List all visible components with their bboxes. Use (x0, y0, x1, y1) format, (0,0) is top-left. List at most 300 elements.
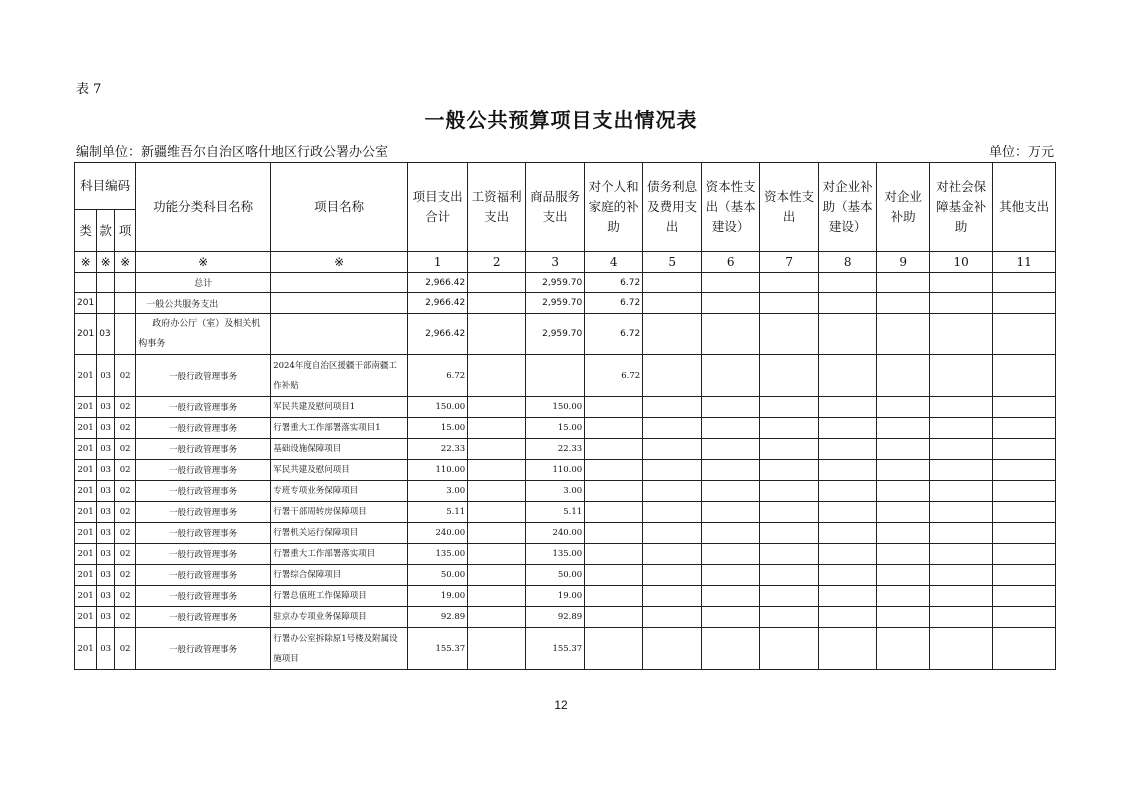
cell-personal (585, 418, 643, 439)
summary-row (75, 273, 1056, 293)
empty-cell (702, 314, 760, 355)
cell-kuan: 03 (97, 607, 115, 628)
empty-cell (877, 481, 930, 502)
empty-cell (930, 502, 993, 523)
cell-personal: 6.72 (585, 355, 643, 397)
table-row (75, 607, 1056, 628)
empty-cell (877, 397, 930, 418)
cell-personal (585, 565, 643, 586)
cell-personal (585, 460, 643, 481)
cell-func-name: 一般行政管理事务 (136, 439, 271, 460)
index-cell: 5 (643, 252, 702, 273)
empty-cell (993, 397, 1056, 418)
empty-cell (819, 544, 877, 565)
cell-func-name: 一般行政管理事务 (136, 355, 271, 397)
cell-wage (468, 314, 526, 355)
cell-total: 50.00 (408, 565, 468, 586)
empty-cell (702, 586, 760, 607)
document-title: 一般公共预算项目支出情况表 (424, 108, 698, 132)
header-proj-name: 项目名称 (271, 163, 408, 252)
cell-total: 15.00 (408, 418, 468, 439)
cell-total: 2,966.42 (408, 273, 468, 293)
index-row (75, 252, 1056, 273)
empty-cell (993, 481, 1056, 502)
empty-cell (643, 628, 702, 670)
cell-personal (585, 628, 643, 670)
table-row (75, 586, 1056, 607)
empty-cell (643, 565, 702, 586)
cell-personal (585, 481, 643, 502)
page-number: 12 (554, 698, 568, 712)
header-goods: 商品服务支出 (526, 163, 585, 252)
empty-cell (877, 628, 930, 670)
index-cell: 2 (468, 252, 526, 273)
empty-cell (760, 565, 819, 586)
empty-cell (468, 607, 526, 628)
empty-cell (993, 355, 1056, 397)
cell-proj-name (271, 314, 408, 355)
cell-total: 3.00 (408, 481, 468, 502)
empty-cell (993, 418, 1056, 439)
header-row-1 (75, 163, 1056, 210)
empty-cell (993, 628, 1056, 670)
cell-func-name: 政府办公厅（室）及相关机构事务 (136, 314, 271, 355)
cell-goods: 19.00 (526, 586, 585, 607)
cell-lei: 201 (75, 418, 97, 439)
cell-func-name: 一般行政管理事务 (136, 628, 271, 670)
cell-personal: 6.72 (585, 273, 643, 293)
table-row (75, 397, 1056, 418)
cell-total: 5.11 (408, 502, 468, 523)
empty-cell (760, 273, 819, 293)
empty-cell (930, 544, 993, 565)
cell-goods: 150.00 (526, 397, 585, 418)
cell-lei: 201 (75, 397, 97, 418)
cell-personal (585, 544, 643, 565)
cell-xiang: 02 (115, 607, 136, 628)
empty-cell (468, 397, 526, 418)
cell-total: 155.37 (408, 628, 468, 670)
table-row (75, 418, 1056, 439)
cell-kuan: 03 (97, 314, 115, 355)
cell-goods: 3.00 (526, 481, 585, 502)
empty-cell (930, 397, 993, 418)
cell-goods: 50.00 (526, 565, 585, 586)
empty-cell (760, 314, 819, 355)
cell-proj-name: 专班专项业务保障项目 (271, 481, 408, 502)
cell-total: 22.33 (408, 439, 468, 460)
cell-xiang (115, 293, 136, 314)
cell-kuan: 03 (97, 418, 115, 439)
empty-cell (993, 460, 1056, 481)
empty-cell (760, 481, 819, 502)
empty-cell (643, 273, 702, 293)
cell-personal (585, 607, 643, 628)
cell-personal (585, 586, 643, 607)
cell-xiang: 02 (115, 418, 136, 439)
cell-lei: 201 (75, 523, 97, 544)
empty-cell (643, 607, 702, 628)
empty-cell (819, 293, 877, 314)
empty-cell (702, 293, 760, 314)
header-kuan: 款 (97, 210, 115, 252)
empty-cell (702, 439, 760, 460)
empty-cell (702, 502, 760, 523)
table-row (75, 628, 1056, 670)
cell-lei: 201 (75, 607, 97, 628)
cell-proj-name: 驻京办专项业务保障项目 (271, 607, 408, 628)
empty-cell (702, 355, 760, 397)
cell-func-name: 一般行政管理事务 (136, 565, 271, 586)
index-cell: 9 (877, 252, 930, 273)
cell-xiang: 02 (115, 628, 136, 670)
empty-cell (993, 565, 1056, 586)
empty-cell (702, 565, 760, 586)
cell-lei: 201 (75, 481, 97, 502)
empty-cell (702, 397, 760, 418)
empty-cell (468, 439, 526, 460)
empty-cell (760, 355, 819, 397)
empty-cell (760, 628, 819, 670)
empty-cell (993, 523, 1056, 544)
cell-total: 19.00 (408, 586, 468, 607)
empty-cell (468, 565, 526, 586)
empty-cell (877, 460, 930, 481)
empty-cell (930, 314, 993, 355)
cell-proj-name: 行署重大工作部署落实项目1 (271, 418, 408, 439)
empty-cell (702, 607, 760, 628)
cell-goods: 2,959.70 (526, 273, 585, 293)
cell-proj-name: 行署办公室拆除原1号楼及附属设施项目 (271, 628, 408, 670)
empty-cell (819, 397, 877, 418)
index-cell: ※ (97, 252, 115, 273)
index-cell: 8 (819, 252, 877, 273)
cell-lei: 201 (75, 439, 97, 460)
header-total: 项目支出合计 (408, 163, 468, 252)
index-cell: ※ (271, 252, 408, 273)
empty-cell (877, 293, 930, 314)
header-lei: 类 (75, 210, 97, 252)
empty-cell (819, 355, 877, 397)
cell-xiang: 02 (115, 544, 136, 565)
empty-cell (760, 502, 819, 523)
cell-func-name: 一般行政管理事务 (136, 607, 271, 628)
cell-lei: 201 (75, 502, 97, 523)
index-cell: 10 (930, 252, 993, 273)
table-row (75, 502, 1056, 523)
empty-cell (468, 481, 526, 502)
cell-goods: 22.33 (526, 439, 585, 460)
index-cell: ※ (75, 252, 97, 273)
empty-cell (930, 439, 993, 460)
cell-func-name: 一般行政管理事务 (136, 586, 271, 607)
cell-goods: 15.00 (526, 418, 585, 439)
cell-personal (585, 523, 643, 544)
cell-func-name: 一般行政管理事务 (136, 481, 271, 502)
empty-cell (877, 523, 930, 544)
empty-cell (702, 273, 760, 293)
cell-proj-name: 行署干部周转房保障项目 (271, 502, 408, 523)
empty-cell (819, 273, 877, 293)
empty-cell (930, 586, 993, 607)
cell-lei: 201 (75, 586, 97, 607)
cell-kuan: 03 (97, 460, 115, 481)
cell-kuan: 03 (97, 544, 115, 565)
header-debt: 债务利息及费用支出 (643, 163, 702, 252)
summary-row (75, 293, 1056, 314)
empty-cell (819, 586, 877, 607)
empty-cell (930, 293, 993, 314)
empty-cell (877, 502, 930, 523)
header-enterprise: 对企业补助 (877, 163, 930, 252)
empty-cell (468, 544, 526, 565)
cell-xiang (115, 273, 136, 293)
header-capital-basic: 资本性支出（基本建设） (702, 163, 760, 252)
cell-goods: 155.37 (526, 628, 585, 670)
empty-cell (702, 481, 760, 502)
cell-xiang: 02 (115, 502, 136, 523)
cell-goods: 135.00 (526, 544, 585, 565)
table-row (75, 565, 1056, 586)
empty-cell (643, 293, 702, 314)
empty-cell (702, 460, 760, 481)
cell-goods (526, 355, 585, 397)
empty-cell (643, 544, 702, 565)
cell-lei: 201 (75, 544, 97, 565)
cell-total: 150.00 (408, 397, 468, 418)
empty-cell (760, 544, 819, 565)
expenditure-table (74, 162, 1056, 670)
cell-proj-name: 行署总值班工作保障项目 (271, 586, 408, 607)
cell-func-name: 一般行政管理事务 (136, 544, 271, 565)
cell-total: 240.00 (408, 523, 468, 544)
cell-kuan: 03 (97, 502, 115, 523)
cell-proj-name: 行署综合保障项目 (271, 565, 408, 586)
empty-cell (760, 523, 819, 544)
empty-cell (930, 418, 993, 439)
header-xiang: 项 (115, 210, 136, 252)
cell-kuan (97, 293, 115, 314)
empty-cell (468, 628, 526, 670)
cell-proj-name: 行署机关运行保障项目 (271, 523, 408, 544)
empty-cell (643, 397, 702, 418)
summary-row (75, 314, 1056, 355)
empty-cell (877, 586, 930, 607)
cell-goods: 110.00 (526, 460, 585, 481)
cell-xiang: 02 (115, 460, 136, 481)
cell-total: 135.00 (408, 544, 468, 565)
cell-goods: 2,959.70 (526, 314, 585, 355)
empty-cell (760, 439, 819, 460)
empty-cell (819, 523, 877, 544)
empty-cell (993, 314, 1056, 355)
empty-cell (643, 523, 702, 544)
cell-total: 92.89 (408, 607, 468, 628)
empty-cell (930, 628, 993, 670)
empty-cell (760, 418, 819, 439)
empty-cell (877, 544, 930, 565)
cell-func-name: 一般公共服务支出 (136, 293, 271, 314)
empty-cell (877, 439, 930, 460)
cell-proj-name: 军民共建及慰问项目 (271, 460, 408, 481)
header-code-group: 科目编码 (75, 163, 136, 210)
empty-cell (702, 418, 760, 439)
cell-personal (585, 397, 643, 418)
empty-cell (468, 586, 526, 607)
cell-lei (75, 273, 97, 293)
empty-cell (643, 355, 702, 397)
cell-personal (585, 439, 643, 460)
cell-wage (468, 293, 526, 314)
cell-kuan: 03 (97, 397, 115, 418)
cell-lei: 201 (75, 314, 97, 355)
empty-cell (993, 586, 1056, 607)
index-cell: ※ (115, 252, 136, 273)
header-enterprise-basic: 对企业补助（基本建设） (819, 163, 877, 252)
cell-total: 2,966.42 (408, 293, 468, 314)
cell-goods: 5.11 (526, 502, 585, 523)
index-cell: 3 (526, 252, 585, 273)
empty-cell (877, 355, 930, 397)
empty-cell (819, 481, 877, 502)
cell-xiang: 02 (115, 481, 136, 502)
table-row (75, 544, 1056, 565)
table-row (75, 439, 1056, 460)
table-row (75, 460, 1056, 481)
header-wage: 工资福利支出 (468, 163, 526, 252)
empty-cell (760, 460, 819, 481)
empty-cell (993, 502, 1056, 523)
empty-cell (643, 481, 702, 502)
empty-cell (993, 439, 1056, 460)
header-capital: 资本性支出 (760, 163, 819, 252)
empty-cell (819, 565, 877, 586)
cell-kuan (97, 273, 115, 293)
empty-cell (993, 607, 1056, 628)
cell-goods: 2,959.70 (526, 293, 585, 314)
cell-xiang: 02 (115, 355, 136, 397)
empty-cell (819, 460, 877, 481)
empty-cell (702, 523, 760, 544)
cell-proj-name: 军民共建及慰问项目1 (271, 397, 408, 418)
empty-cell (468, 502, 526, 523)
empty-cell (930, 481, 993, 502)
cell-lei: 201 (75, 628, 97, 670)
header-social: 对社会保障基金补助 (930, 163, 993, 252)
empty-cell (877, 607, 930, 628)
empty-cell (930, 355, 993, 397)
cell-proj-name: 行署重大工作部署落实项目 (271, 544, 408, 565)
empty-cell (930, 565, 993, 586)
table-row (75, 481, 1056, 502)
cell-total: 2,966.42 (408, 314, 468, 355)
empty-cell (819, 607, 877, 628)
cell-xiang: 02 (115, 397, 136, 418)
index-cell: 6 (702, 252, 760, 273)
cell-func-name: 一般行政管理事务 (136, 460, 271, 481)
cell-proj-name: 基础设施保障项目 (271, 439, 408, 460)
cell-func-name: 一般行政管理事务 (136, 397, 271, 418)
empty-cell (877, 314, 930, 355)
empty-cell (819, 502, 877, 523)
cell-kuan: 03 (97, 628, 115, 670)
cell-func-name: 一般行政管理事务 (136, 502, 271, 523)
summary-rows (75, 273, 1056, 355)
index-cell: 11 (993, 252, 1056, 273)
index-cell: 7 (760, 252, 819, 273)
cell-wage (468, 273, 526, 293)
cell-xiang (115, 314, 136, 355)
empty-cell (993, 293, 1056, 314)
empty-cell (643, 439, 702, 460)
cell-kuan: 03 (97, 586, 115, 607)
cell-func-name: 一般行政管理事务 (136, 418, 271, 439)
cell-personal (585, 502, 643, 523)
empty-cell (760, 293, 819, 314)
cell-kuan: 03 (97, 439, 115, 460)
empty-cell (877, 565, 930, 586)
cell-func-name: 总计 (136, 273, 271, 293)
compiling-unit: 编制单位：新疆维吾尔自治区喀什地区行政公署办公室 (76, 145, 389, 160)
cell-personal: 6.72 (585, 293, 643, 314)
empty-cell (643, 460, 702, 481)
empty-cell (468, 355, 526, 397)
cell-kuan: 03 (97, 355, 115, 397)
cell-proj-name (271, 293, 408, 314)
empty-cell (930, 523, 993, 544)
cell-total: 110.00 (408, 460, 468, 481)
empty-cell (760, 397, 819, 418)
cell-kuan: 03 (97, 565, 115, 586)
cell-xiang: 02 (115, 565, 136, 586)
empty-cell (702, 544, 760, 565)
empty-cell (643, 502, 702, 523)
empty-cell (468, 523, 526, 544)
empty-cell (468, 460, 526, 481)
empty-cell (877, 273, 930, 293)
empty-cell (819, 314, 877, 355)
cell-lei: 201 (75, 565, 97, 586)
cell-proj-name (271, 273, 408, 293)
cell-func-name: 一般行政管理事务 (136, 523, 271, 544)
empty-cell (643, 314, 702, 355)
index-cell: ※ (136, 252, 271, 273)
header-personal: 对个人和家庭的补助 (585, 163, 643, 252)
cell-xiang: 02 (115, 523, 136, 544)
empty-cell (468, 418, 526, 439)
empty-cell (930, 460, 993, 481)
empty-cell (760, 586, 819, 607)
cell-lei: 201 (75, 355, 97, 397)
empty-cell (819, 418, 877, 439)
cell-total: 6.72 (408, 355, 468, 397)
header-func-name: 功能分类科目名称 (136, 163, 271, 252)
empty-cell (643, 418, 702, 439)
detail-rows (75, 355, 1056, 670)
empty-cell (993, 273, 1056, 293)
empty-cell (643, 586, 702, 607)
index-cell: 4 (585, 252, 643, 273)
cell-kuan: 03 (97, 481, 115, 502)
cell-kuan: 03 (97, 523, 115, 544)
cell-goods: 92.89 (526, 607, 585, 628)
cell-goods: 240.00 (526, 523, 585, 544)
cell-lei: 201 (75, 293, 97, 314)
empty-cell (930, 273, 993, 293)
empty-cell (760, 607, 819, 628)
cell-personal: 6.72 (585, 314, 643, 355)
empty-cell (993, 544, 1056, 565)
